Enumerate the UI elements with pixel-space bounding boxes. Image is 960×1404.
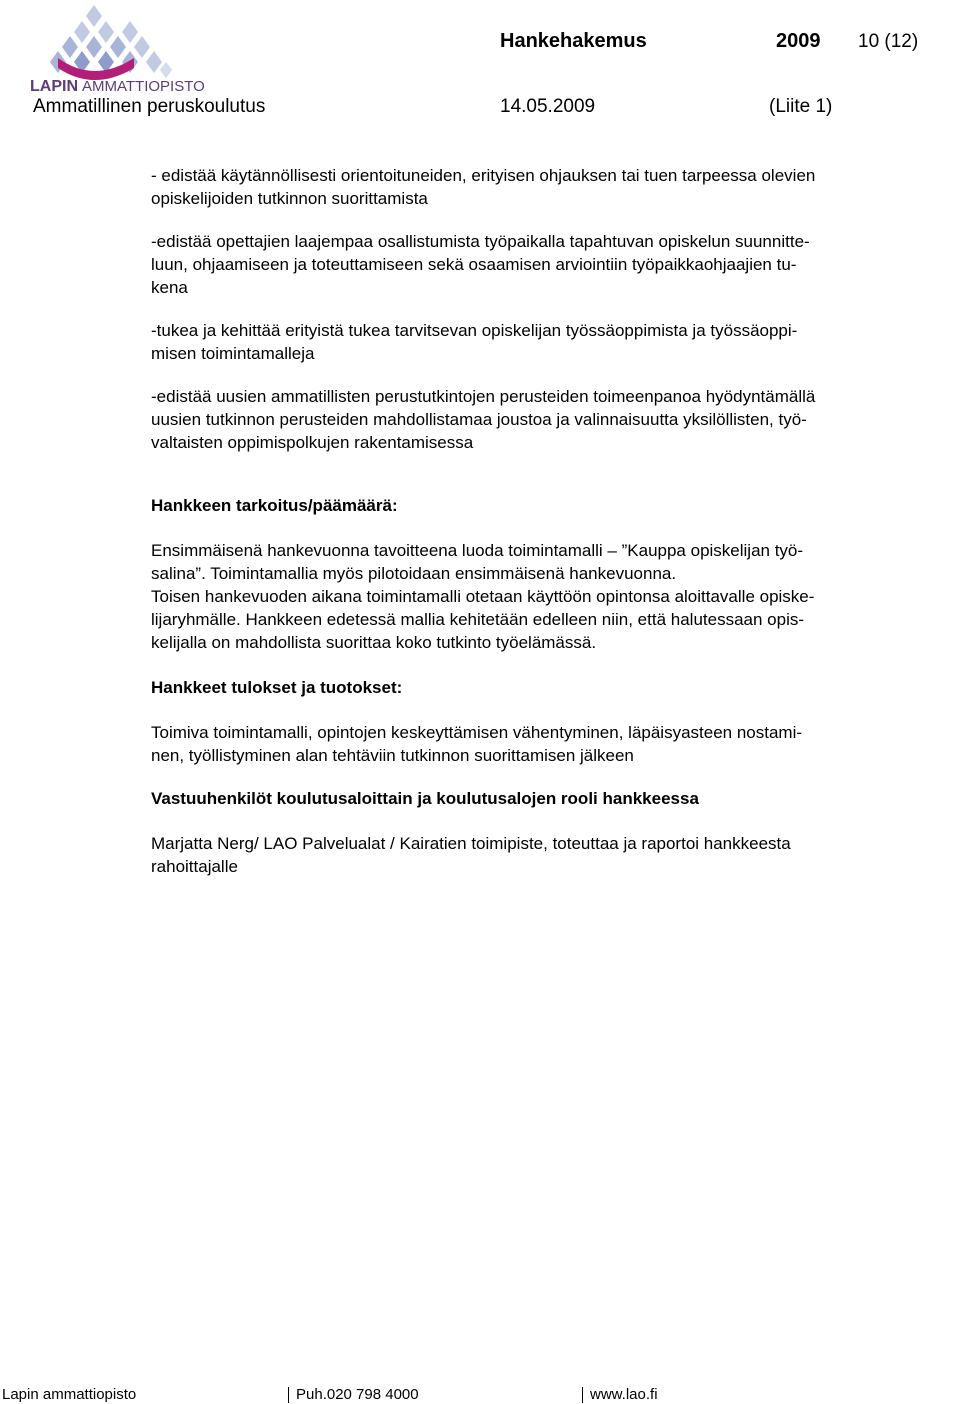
paragraph-line: rahoittajalle bbox=[151, 857, 238, 876]
section-heading-results: Hankkeet tulokset ja tuotokset: bbox=[151, 678, 403, 697]
paragraph-line: Ensimmäisenä hankevuonna tavoitteena luoda toimintamalli – ”Kauppa opiskelijan työ- bbox=[151, 541, 804, 560]
footer-phone: Puh.020 798 4000 bbox=[296, 1386, 419, 1403]
paragraph-5 bbox=[151, 539, 941, 654]
footer-organization: Lapin ammattiopisto bbox=[2, 1386, 137, 1403]
paragraph-line: -tukea ja kehittää erityistä tukea tarvitsevan opiskelijan työssäoppimista ja työssäoppi- bbox=[151, 321, 798, 340]
footer-divider bbox=[288, 1387, 289, 1403]
paragraph-line: -edistää uusien ammatillisten perustutkintojen perusteiden toimeenpanoa hyödyntämällä bbox=[151, 387, 816, 406]
page-number: 10 (12) bbox=[858, 31, 919, 52]
logo-primary-text: LAPIN bbox=[30, 78, 78, 94]
logo-secondary-text: AMMATTIOPISTO bbox=[82, 78, 205, 94]
doc-subtitle: Ammatillinen peruskoulutus bbox=[33, 96, 266, 117]
paragraph-2 bbox=[151, 230, 941, 299]
paragraph-line: Marjatta Nerg/ LAO Palvelualat / Kairatien toimipiste, toteuttaa ja raportoi hankkeesta bbox=[151, 834, 791, 853]
paragraph-line: kena bbox=[151, 278, 188, 297]
paragraph-line: uusien tutkinnon perusteiden mahdollistamaa joustoa ja valinnaisuutta yksilöllisten, työ- bbox=[151, 410, 807, 429]
doc-title: Hankehakemus bbox=[500, 30, 647, 52]
paragraph-6 bbox=[151, 721, 941, 767]
footer-divider bbox=[582, 1387, 583, 1403]
paragraph-1 bbox=[151, 164, 941, 210]
footer-website: www.lao.fi bbox=[590, 1386, 658, 1403]
paragraph-3 bbox=[151, 319, 941, 365]
paragraph-line: luun, ohjaamiseen ja toteuttamiseen sekä osaamisen arviointiin työpaikkaohjaajien tu- bbox=[151, 255, 797, 274]
appendix-label: (Liite 1) bbox=[769, 96, 833, 117]
paragraph-line: valtaisten oppimispolkujen rakentamisessa bbox=[151, 433, 474, 452]
lapin-ammattiopisto-logo bbox=[30, 2, 230, 94]
page-footer bbox=[0, 1386, 960, 1404]
section-heading-responsibles: Vastuuhenkilöt koulutusaloittain ja koulutusalojen rooli hankkeessa bbox=[151, 789, 699, 808]
paragraph-line: Toisen hankevuoden aikana toimintamalli otetaan käyttöön opintonsa aloittavalle opiske- bbox=[151, 587, 815, 606]
paragraph-line: Toimiva toimintamalli, opintojen keskeyttämisen vähentyminen, läpäisyasteen nostami- bbox=[151, 723, 803, 742]
document-body bbox=[151, 164, 941, 878]
paragraph-line: lijaryhmälle. Hankkeen edetessä mallia kehitetään edelleen niin, että halutessaan opis- bbox=[151, 610, 805, 629]
section-heading-purpose: Hankkeen tarkoitus/päämäärä: bbox=[151, 496, 398, 515]
paragraph-4 bbox=[151, 385, 941, 454]
paragraph-line: nen, työllistyminen alan tehtäviin tutkinnon suorittamisen jälkeen bbox=[151, 746, 634, 765]
paragraph-line: -edistää opettajien laajempaa osallistumista työpaikalla tapahtuvan opiskelun suunnitte- bbox=[151, 232, 810, 251]
paragraph-line: - edistää käytännöllisesti orientoituneiden, erityisen ohjauksen tai tuen tarpeessa olevien bbox=[151, 166, 816, 185]
paragraph-line: kelijalla on mahdollista suorittaa koko tutkinto työelämässä. bbox=[151, 633, 597, 652]
paragraph-7 bbox=[151, 832, 941, 878]
paragraph-line: opiskelijoiden tutkinnon suorittamista bbox=[151, 189, 428, 208]
paragraph-line: misen toimintamalleja bbox=[151, 344, 315, 363]
doc-year: 2009 bbox=[776, 30, 821, 52]
doc-date: 14.05.2009 bbox=[500, 96, 596, 117]
paragraph-line: salina”. Toimintamallia myös pilotoidaan ensimmäisenä hankevuonna. bbox=[151, 564, 677, 583]
